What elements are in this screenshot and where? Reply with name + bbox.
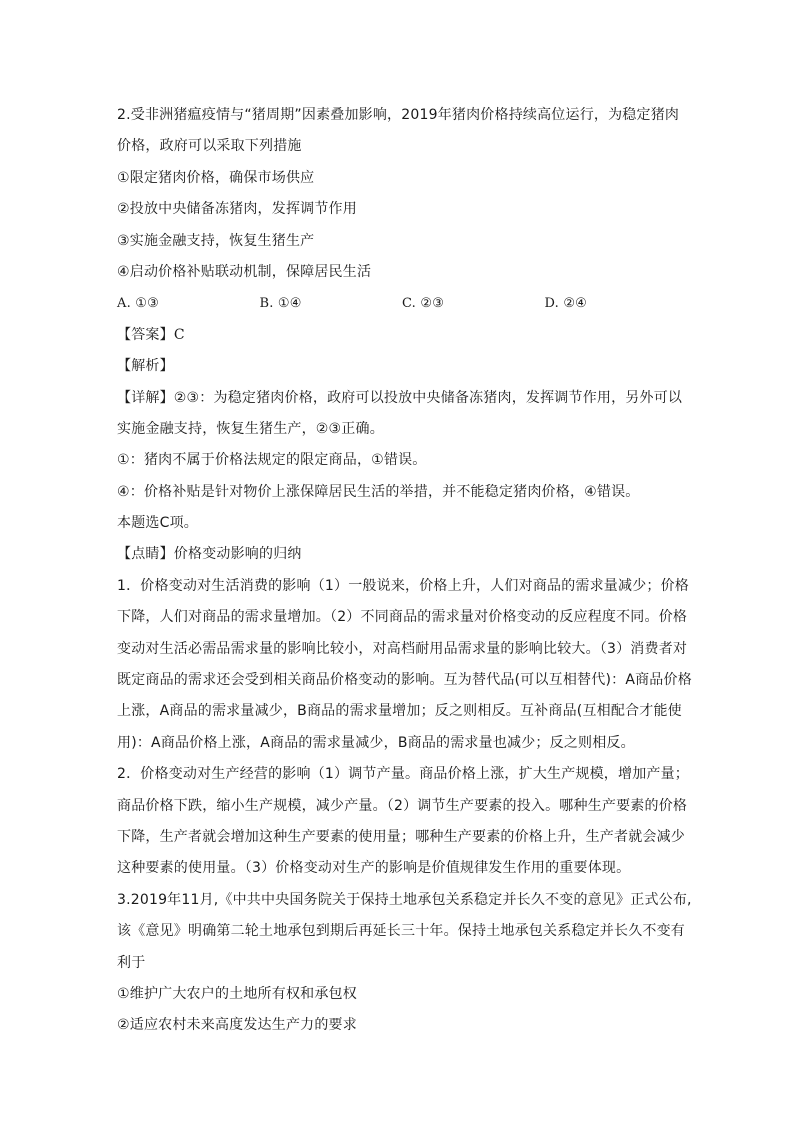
q2-tips-line-1: 【点睛】价格变动影响的归纳 (117, 546, 302, 563)
q2-tips-line-7: 用)：A商品价格上涨，A商品的需求量减少，B商品的需求量也减少；反之则相反。 (117, 734, 635, 751)
q2-tips-line-6: 上涨，A商品的需求量减少，B商品的需求量增加；反之则相反。互补商品(互相配合才能使 (117, 703, 682, 720)
q2-statement-2: ②投放中央储备冻猪肉，发挥调节作用 (117, 201, 357, 218)
q2-statement-4: ④启动价格补贴联动机制，保障居民生活 (117, 263, 372, 280)
answer-value: C (173, 326, 185, 343)
q2-option-b: B. ①④ (259, 296, 302, 312)
q2-option-c: C. ②③ (402, 296, 445, 312)
q2-analysis-label: 【解析】 (117, 358, 174, 375)
question-3 (117, 885, 692, 1042)
q2-statement-1: ①限定猪肉价格，确保市场供应 (117, 169, 315, 186)
document-content (117, 100, 692, 1042)
q3-stem-line-2: 该《意见》明确第二轮土地承包到期后再延长三十年。保持土地承包关系稳定并长久不变有 (117, 923, 685, 940)
q2-tips-line-9: 商品价格下跌，缩小生产规模，减少产量。（2）调节生产要素的投入。哪种生产要素的价格 (117, 797, 688, 814)
q2-option-a: A. ①③ (117, 296, 159, 312)
q2-tips-line-10: 下降，生产者就会增加这种生产要素的使用量；哪种生产要素的价格上升，生产者就会减少 (117, 828, 685, 845)
q2-detail-line-5: 本题选C项。 (117, 515, 198, 532)
q2-detail-line-4: ④：价格补贴是针对物价上涨保障居民生活的举措，并不能稳定猪肉价格，④错误。 (117, 483, 640, 500)
q2-statement-3: ③实施金融支持，恢复生猪生产 (117, 232, 315, 249)
q2-stem-line-2: 价格，政府可以采取下列措施 (117, 138, 302, 155)
q2-options (117, 288, 687, 319)
q2-detail-line-2: 实施金融支持，恢复生猪生产，②③正确。 (117, 420, 384, 437)
question-2 (117, 100, 692, 885)
q2-tips-line-3: 下降，人们对商品的需求量增加。（2）不同商品的需求量对价格变动的反应程度不同。价格 (117, 609, 688, 626)
answer-label: 【答案】 (117, 326, 174, 343)
q2-detail-line-3: ①：猪肉不属于价格法规定的限定商品，①错误。 (117, 452, 427, 469)
q2-option-d: D. ②④ (544, 296, 588, 312)
q2-tips-line-2: 1．价格变动对生活消费的影响（1）一般说来，价格上升，人们对商品的需求量减少；价格 (117, 577, 690, 594)
q3-statement-2: ②适应农村未来高度发达生产力的要求 (117, 1017, 357, 1034)
q2-stem-line-1: 2.受非洲猪瘟疫情与“猪周期”因素叠加影响，2019年猪肉价格持续高位运行，为稳定猪肉 (117, 107, 680, 123)
q2-tips-line-4: 变动对生活必需品需求量的影响比较小，对高档耐用品需求量的影响比较大。（3）消费者对 (117, 640, 688, 657)
q2-answer (117, 320, 687, 351)
q2-tips-line-8: 2．价格变动对生产经营的影响（1）调节产量。商品价格上涨，扩大生产规模，增加产量； (117, 766, 690, 783)
q2-tips-line-11: 这种要素的使用量。（3）价格变动对生产的影响是价值规律发生作用的重要体现。 (117, 860, 631, 877)
q2-detail-line-1: 【详解】②③：为稳定猪肉价格，政府可以投放中央储备冻猪肉，发挥调节作用，另外可以 (117, 389, 683, 406)
q3-stem-line-1: 3.2019年11月,《中共中央国务院关于保持土地承包关系稳定并长久不变的意见》正式公布, (117, 891, 692, 908)
q3-stem-line-3: 利于 (117, 954, 146, 971)
q3-statement-1: ①维护广大农户的土地所有权和承包权 (117, 985, 357, 1002)
q2-tips-line-5: 既定商品的需求还会受到相关商品价格变动的影响。互为替代品(可以互相替代)：A商品价格 (117, 672, 692, 689)
